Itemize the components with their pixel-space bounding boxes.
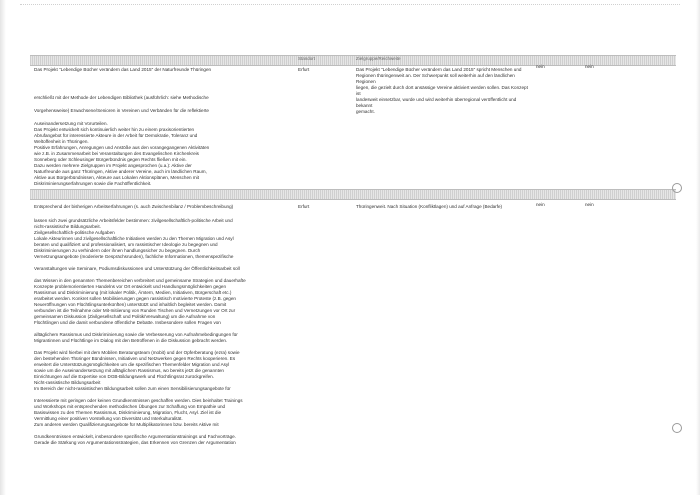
text-line: bekannt: [356, 103, 373, 108]
text-line: Das Projekt "Lebendige Bücher verändern das Land 2015" spricht Menschen und: [356, 67, 522, 72]
section1-reach: [356, 67, 531, 115]
header-col-standort: Standort: [298, 56, 316, 61]
text-line: und Workshops mit entsprechenden methodischen Übungen zur Schaffung von Empathie und: [34, 404, 226, 409]
text-line: Zum anderen werden Qualifizierungsangebote für Multiplikatorinnen bzw. bereits Aktive mit: [34, 422, 219, 427]
scan-left-edge: [0, 0, 6, 495]
section1-flag-b: nein: [585, 64, 594, 69]
top-margin-line: [20, 4, 680, 5]
section2-reach: Thüringenweit. Nach Situation (Konfliktlagen) und auf Anfrage (Bedarfe): [356, 204, 503, 209]
binder-hole-mark: [672, 183, 682, 193]
text-line: wie z.B. in Zusammenarbeit bei Veranstaltungen des Evangelischen Kirchenkreis: [34, 151, 199, 156]
text-line: verbunden ist die Teilnahme oder Mit-Initiierung von Runden Tischen und Vernetzungen vor Ort zur: [34, 308, 236, 313]
text-line: Diskriminierungserfahrungen sowie die Fachöffentlichkeit.: [34, 181, 152, 186]
section-divider-band: [30, 189, 676, 200]
text-line: Einrichtungen auf die Expertise von DGB-Bildungswerk und Flüchtlingsrat zurückgreifen.: [34, 374, 215, 379]
text-line: Konzepte problemorientierten Handelns vor Ort entwickelt und Handlungsmöglichkeiten gegen: [34, 284, 227, 289]
section1-location: Erfurt: [298, 67, 310, 72]
text-line: Dazu werden mehrere Zielgruppen im Projekt angesprochen (u.a.): Aktive der: [34, 163, 192, 168]
section2-description: [34, 218, 296, 446]
text-line: Neueröffnungen von Flüchtlingsunterkünften) unterstützt und inhaltlich begleitet werden. Damit: [34, 302, 227, 307]
section1-title: Das Projekt "Lebendige Bücher verändern das Land 2015" der Naturfreunde Thüringen: [34, 67, 212, 72]
text-line: Gerade die Stärkung von Argumentationsstrategien, das Erkennen von Grenzen der Argumentation: [34, 440, 236, 445]
text-line: Im Bereich der nicht-rassistischen Bildungsarbeit sollen zum einen Sensibilisierungsangebote für: [34, 386, 231, 391]
text-line: Vernetzungsangebote (moderierte Gesprächsrunden), fachliche Informationen, themenspezifische: [34, 254, 234, 259]
text-line: lassen sich zwei grundsätzliche Arbeitsfelder bestimmen: zivilgesellschaftlich-politische Arbeit und: [34, 218, 233, 223]
text-line: gemeinsamen Diskussion (Zivilgesellschaft und Politik/Verwaltung) um die Aufnahme von: [34, 314, 216, 319]
section1-flag-a: nein: [536, 64, 545, 69]
text-line: beraten und qualifiziert und professionalisiert, um rassistischer Ideologie zu begegnen und: [34, 242, 218, 247]
binder-hole-mark: [672, 423, 682, 433]
text-line: nicht-rassistische Bildungsarbeit.: [34, 224, 101, 229]
text-line: Lokale Akteurinnen und zivilgesellschaftliche Initiativen werden zu den Themen Migration und Asyl: [34, 236, 234, 241]
text-line: Vorgehensweise) Erwachsene/Senioren in Vereinen und Verbänden für die reflektierte: [34, 108, 209, 113]
text-line: Regionen thüringenweit an. Der Schwerpunkt soll weiterhin auf den ländlichen: [356, 73, 515, 78]
text-line: sowie um die Auseinandersetzung mit alltäglichem Rassismus, wo bereits jetzt die genannten: [34, 368, 224, 373]
text-line: Interessierte mit geringen oder keinen Grundkenntnissen geschaffen werden. Dies beinhaltet Trainings: [34, 398, 243, 403]
text-line: Auseinandersetzung mit Vorurteilen.: [34, 121, 108, 126]
text-line: Abrufangebot für interessierte Akteure in der Arbeit für Demokratie, Toleranz und: [34, 133, 198, 138]
text-line: Naturfreunde aus ganz Thüringen, Aktive anderer Vereine, auch im ländlichen Raum,: [34, 169, 207, 174]
text-line: den bestehenden Thüringer Bündnissen, Initiativen und Netzwerken gegen Rechts kooperieren. Es: [34, 356, 236, 361]
text-line: Grundkenntnissen entwickelt, insbesondere spezifische Argumentationstrainings und Fachvorträge.: [34, 434, 236, 439]
text-line: Basiswissen zu den Themen Rassismus, Diskriminierung, Migration, Flucht, Asyl. Ziel ist die: [34, 410, 222, 415]
text-line: Aktive aus Bürgerbündnissen, Akteure aus Lokalen Aktionsplänen, Menschen mit: [34, 175, 199, 180]
text-line: Vermittlung einer positiven Vorstellung von Diversität und Interkulturalität.: [34, 416, 183, 421]
section2-location: Erfurt: [298, 204, 310, 209]
text-line: erschließt mit der Methode der Lebendigen Bibliothek (ausführlich: siehe Methodische: [34, 95, 209, 100]
section2-title: Entsprechend der bisherigen Arbeitserfahrungen (s. auch Zwischenbilanz / Problembeschreibung): [34, 204, 234, 209]
text-line: landesweit einsetzbar, wurde und wird weiterhin überregional veröffentlicht und: [356, 97, 517, 102]
text-line: Flüchtlingen und die damit verbundene öffentliche Debatte. Insbesondere sollen Fragen von: [34, 320, 221, 325]
text-line: Positive Erfahrungen, Anregungen und Anstöße aus den vorangegangenen Aktivitäten: [34, 145, 210, 150]
text-line: Rassismus und Diskriminierung (mit lokaler Politik, Ämtern, Medien, Initiativen, Bürgerschaft etc.): [34, 290, 232, 295]
text-line: Nicht-rassistische Bildungsarbeit: [34, 380, 101, 385]
scan-right-edge: [696, 0, 700, 495]
text-line: Regionen: [356, 79, 376, 84]
text-line: Veranstaltungen wie Seminare, Podiumsdiskussionen und Unterstützung der Öffentlichkeitsarbeit soll: [34, 266, 240, 271]
text-line: Diskriminierungen zu verhindern oder ihnen handlungssicher zu begegnen. Durch: [34, 248, 201, 253]
text-line: Sonneberg oder Schleusinger Bürgerbündnis gegen Rechts fließen mit ein.: [34, 157, 187, 162]
section2-flag-b: nein: [585, 202, 594, 207]
header-col-zielgruppe: Zielgruppe/Reichweite: [356, 56, 401, 61]
text-line: erarbeitet werden. Konkret sollen Mobilisierungen gegen rassistisch motivierte Proteste (z.B. gegen: [34, 296, 236, 301]
section2-flag-a: nein: [536, 202, 545, 207]
text-line: das Wissen in den genannten Themenbereichen verbreitert und gemeinsame Strategien und dauerhafte: [34, 278, 246, 283]
text-line: ist: [356, 91, 361, 96]
section1-description: [34, 95, 289, 187]
text-line: alltäglichem Rassismus und Diskriminierung sowie die Verbesserung von Aufnahmebedingungen für: [34, 332, 238, 337]
table-header-band: [30, 55, 676, 66]
text-line: Migrantinnen und Flüchtlinge im Dialog mit den Betroffenen in die Diskussion gebracht werden.: [34, 338, 228, 343]
text-line: erweitert die Unterstützungsmöglichkeiten um die spezifischen Themenfelder Migration und Asyl: [34, 362, 230, 367]
text-line: Weltoffenheit in Thüringen.: [34, 139, 89, 144]
text-line: Zivilgesellschaftlich-politische Aufgaben: [34, 230, 115, 235]
text-line: liegen, die gezielt durch dort ansässige Vereine aktiviert werden sollen. Das Konzept: [356, 85, 528, 90]
text-line: gemacht.: [356, 109, 375, 114]
text-line: Das Projekt wird hierbei mit dem Mobilen Beratungsteam (mobit) und der Opferberatung (ezra) sowie: [34, 350, 240, 355]
text-line: Das Projekt entwickelt sich kontinuierlich weiter hin zu einem praxisorientierten: [34, 127, 195, 132]
